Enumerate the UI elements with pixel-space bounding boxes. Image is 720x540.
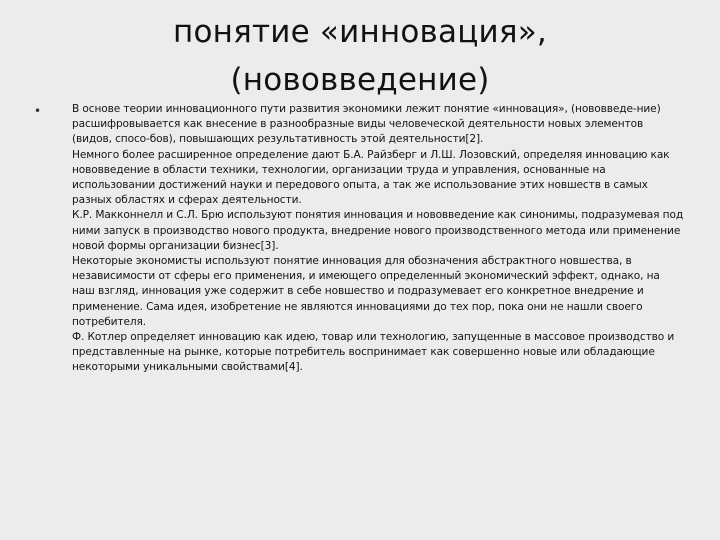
paragraph-some-economists: Некоторые экономисты используют понятие инновация для обозначения абстрактного новшества, в независимости от сферы его применения, и имеющего определенный экономический эффект, однако, на наш взгляд, инновация уже содержит в себе новшество и подразумевает его конкретное внедрение и применение. Сама идея, изобретение не являются инновациями до тех пор, пока они не нашли своего потребителя. [72, 255, 660, 328]
slide-title-line-1: понятие «инновация», [173, 14, 547, 50]
paragraph-mcconnell-brue: К.Р. Макконнелл и С.Л. Брю используют понятия инновация и нововведение как синонимы, подразумевая под ними запуск в производство нового продукта, внедрение нового производственного метода или применение новой формы организации бизнес[3]. [72, 209, 684, 252]
bullet-marker: • [34, 104, 42, 118]
paragraph-raizberg-lozovsky: Немного более расширенное определение дают Б.А. Райзберг и Л.Ш. Лозовский, определяя инновацию как нововведение в области техники, технологии, организации труда и управления, основанные на использовании достижений науки и передового опыта, а так же использование этих новшеств в самых разных областях и сферах деятельности. [72, 148, 670, 207]
slide-title-line-2: (нововведение) [230, 62, 490, 98]
paragraph-innovation-basis: В основе теории инновационного пути развития экономики лежит понятие «инновация», (нововведе-ние) расшифровывается как внесение в разнообразные виды человеческой деятельности новых элементов (видов, спосо-бов), повышающих результативность этой деятельности[2]. [72, 103, 661, 146]
slide-content [34, 102, 684, 376]
paragraph-kotler: Ф. Котлер определяет инновацию как идею, товар или технологию, запущенные в массовое производство и представленные на рынке, которые потребитель воспринимает как совершенно новые или обладающие некоторыми уникальными свойствами[4]. [72, 331, 675, 374]
body-text [72, 102, 684, 376]
slide-title [60, 8, 660, 104]
